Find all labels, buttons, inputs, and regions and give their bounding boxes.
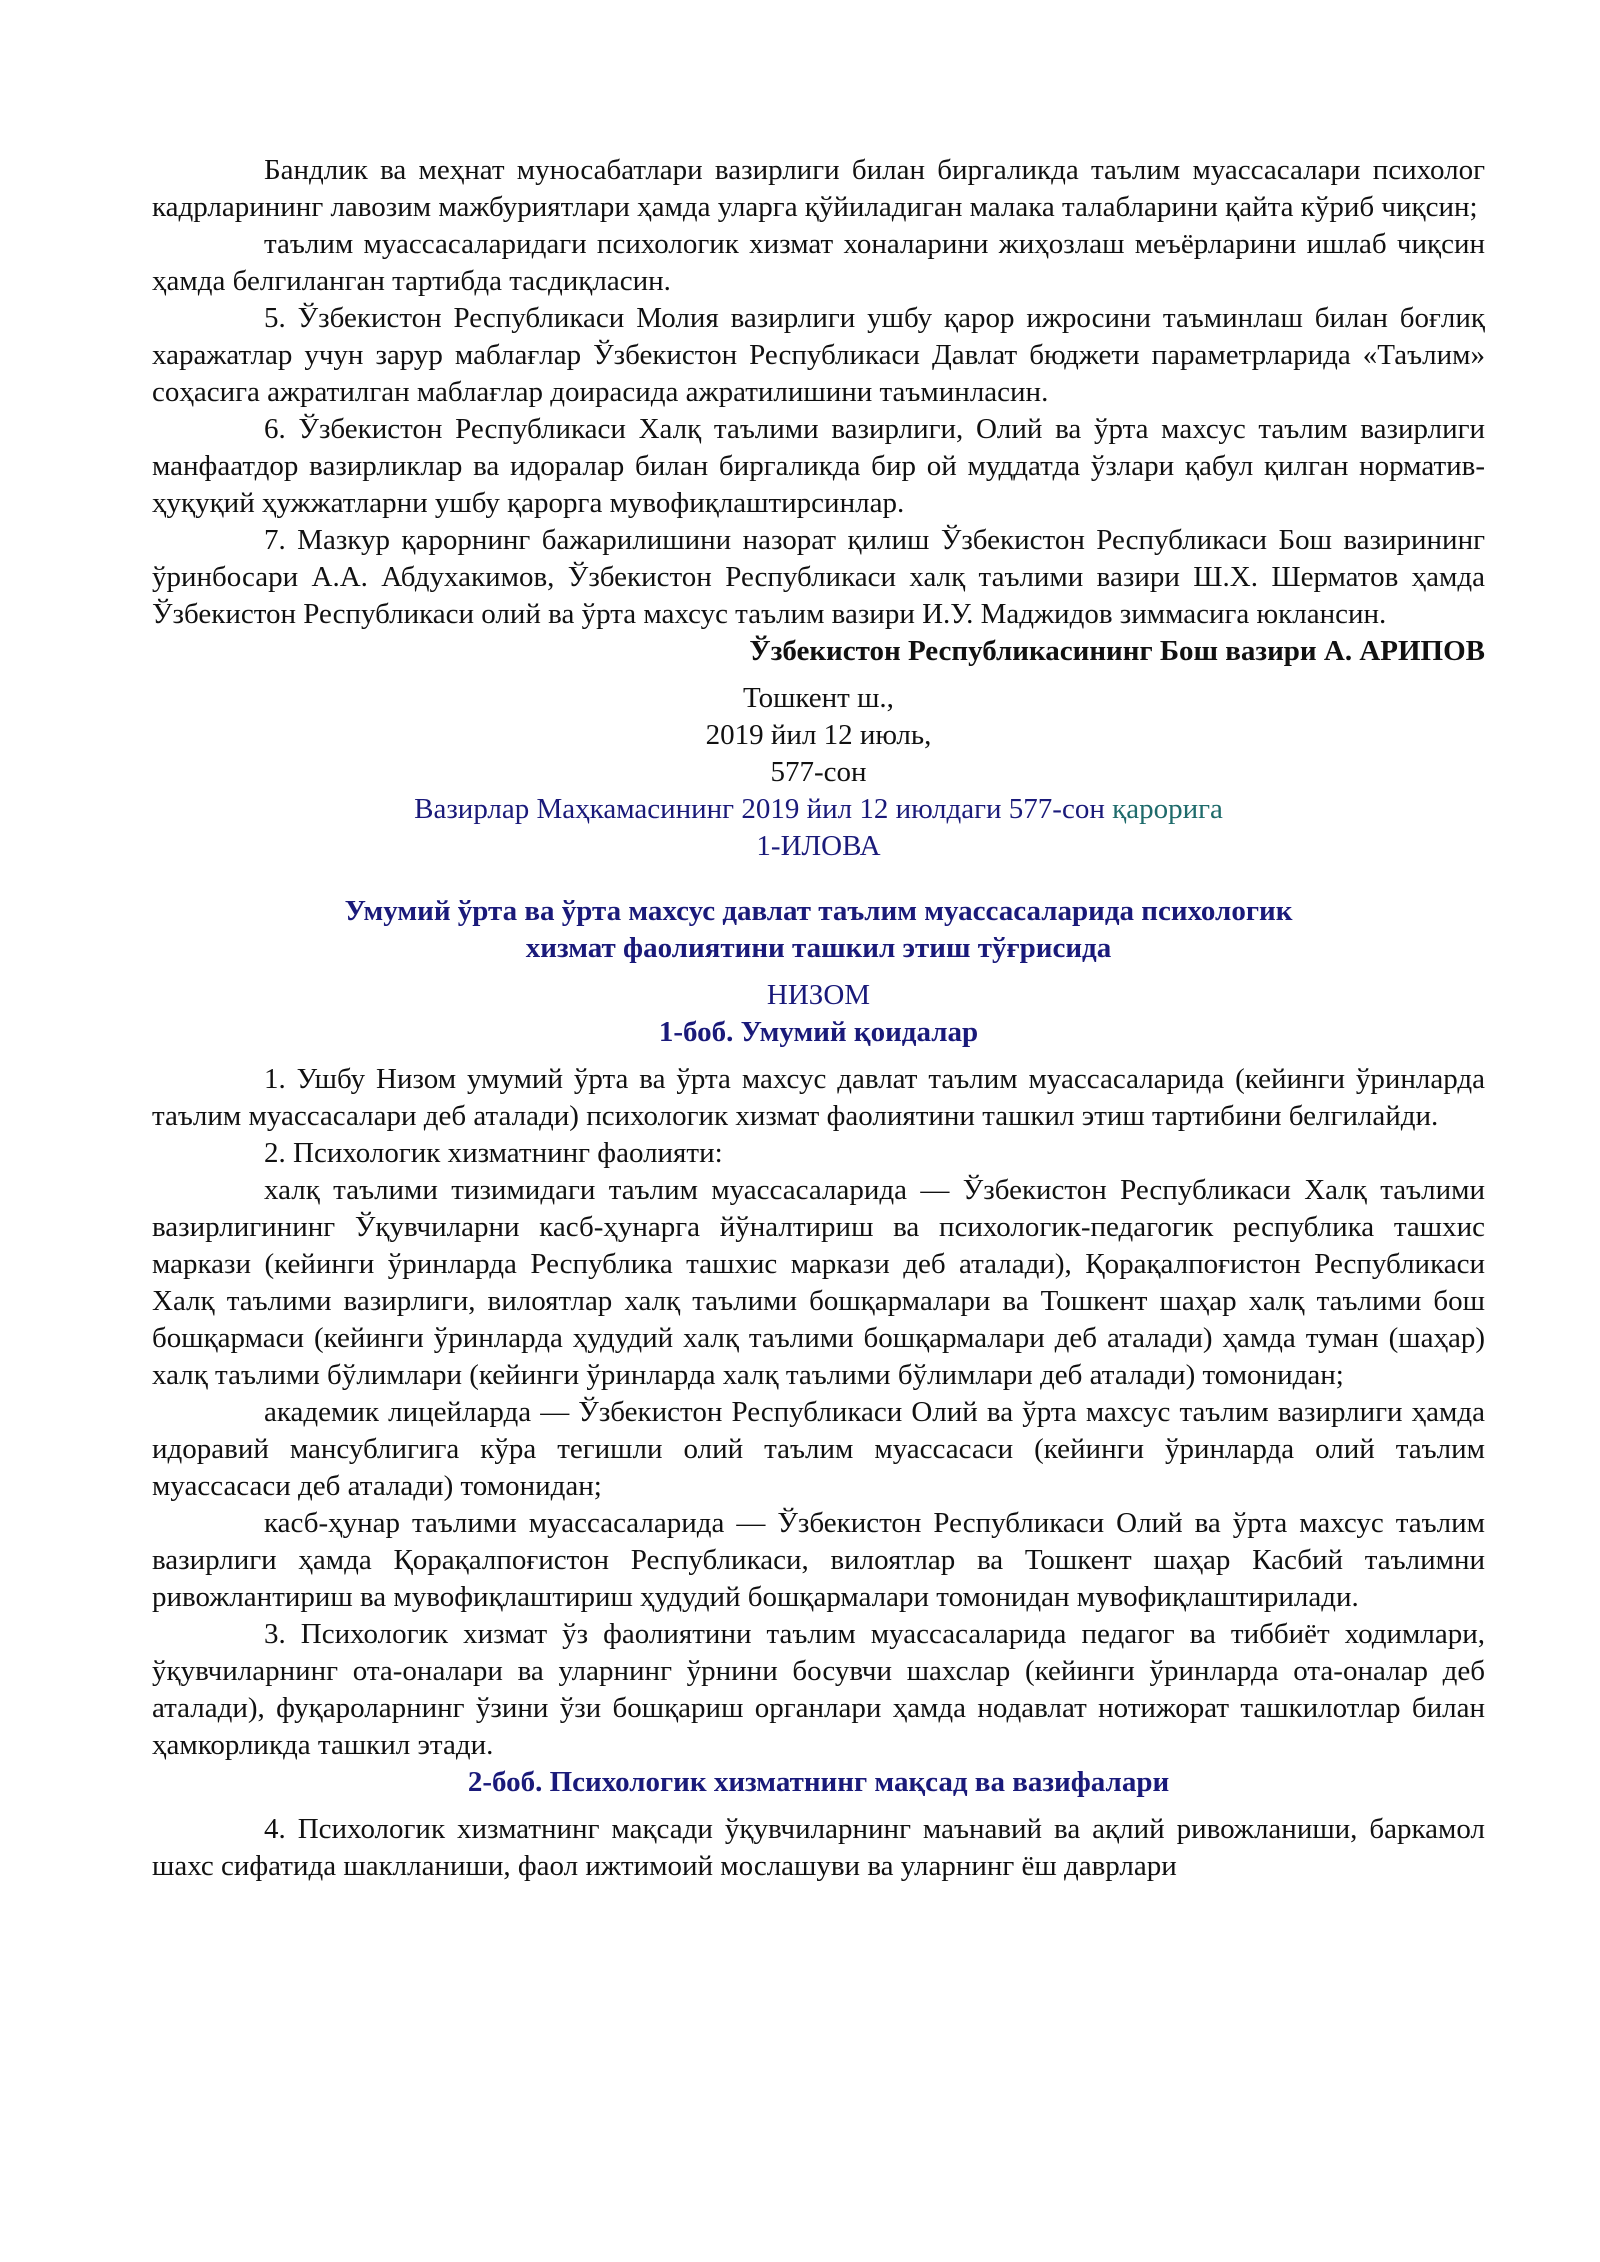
- chapter-1-title: 1-боб. Умумий қоидалар: [658, 1016, 979, 1048]
- chapter-1-paragraph: академик лицейларда — Ўзбекистон Республикаси Олий ва ўрта махсус таълим вазирлиги ҳамда идоравий мансублигига кўра тегишли олий таълим муассасаси (кейинги ўринларда олий таълим муассасаси деб аталади) томонидан;: [152, 1396, 1485, 1502]
- date-text: 2019 йил 12 июль,: [705, 719, 932, 751]
- place-text: Тошкент ш.,: [743, 682, 894, 714]
- chapter-1-paragraph: 2. Психологик хизматнинг фаолияти:: [264, 1137, 723, 1169]
- signature-line: Ўзбекистон Республикасининг Бош вазири А. АРИПОВ: [749, 635, 1485, 667]
- annex-reference-text: Вазирлар Маҳкамасининг 2019 йил 12 июлдаги 577-сон: [414, 793, 1113, 825]
- chapter-1-paragraph: 3. Психологик хизмат ўз фаолиятини таълим муассасаларида педагог ва тиббиёт ходимлари, ўқувчиларнинг ота-оналари ва уларнинг ўрнини босувчи шахслар (кейинги ўринларда ота-оналар деб аталади), фуқароларнинг ўзини ўзи бошқариш органлари ҳамда нодавлат нотижорат ташкилотлар билан ҳамкорликда ташкил этади.: [152, 1618, 1485, 1761]
- paragraph-continuation: Бандлик ва меҳнат муносабатлари вазирлиги билан биргаликда таълим муассасалари психолог кадрларининг лавозим мажбуриятлари ҳамда уларга қўйиладиган малака талабларини қайта кўриб чиқсин;: [152, 154, 1485, 223]
- chapter-1-paragraph: касб-ҳунар таълими муассасаларида — Ўзбекистон Республикаси Олий ва ўрта махсус таълим вазирлиги ҳамда Қорақалпоғистон Республикаси, вилоятлар ва Тошкент шаҳар Касбий таълимни ривожлантириш ва мувофиқлаштириш ҳудудий бошқармалари томонидан мувофиқлаштирилади.: [152, 1507, 1485, 1613]
- annex-reference: [152, 791, 1485, 828]
- document-title: Умумий ўрта ва ўрта махсус давлат таълим муассасаларида психологик хизмат фаолиятини ташкил этиш тўғрисида: [344, 895, 1293, 964]
- chapter-1-paragraph: 1. Ушбу Низом умумий ўрта ва ўрта махсус давлат таълим муассасаларида (кейинги ўринларда таълим муассасалари деб аталади) психологик хизмат фаолиятини ташкил этиш тартибини белгилайди.: [152, 1063, 1485, 1132]
- chapter-1-paragraph: халқ таълими тизимидаги таълим муассасаларида — Ўзбекистон Республикаси Халқ таълими вазирлигининг Ўқувчиларни касб-ҳунарга йўналтириш ва психологик-педагогик республика ташхис маркази (кейинги ўринларда Республика ташхис маркази деб аталади), Қорақалпоғистон Республикаси Халқ таълими вазирлиги, вилоятлар халқ таълими бошқармалари ва Тошкент шаҳар халқ таълими бош бошқармаси (кейинги ўринларда ҳудудий халқ таълими бошқармалари деб аталади) ҳамда туман (шаҳар) халқ таълими бўлимлари (кейинги ўринларда халқ таълими бўлимлари деб аталади) томонидан;: [152, 1174, 1485, 1391]
- paragraph-item-6: 6. Ўзбекистон Республикаси Халқ таълими вазирлиги, Олий ва ўрта махсус таълим вазирлиги манфаатдор вазирликлар ва идоралар билан биргаликда бир ой муддатда ўзлари қабул қилган норматив-ҳуқуқий ҳужжатларни ушбу қарорга мувофиқлаштирсинлар.: [152, 413, 1485, 519]
- paragraph: таълим муассасаларидаги психологик хизмат хоналарини жиҳозлаш меъёрларини ишлаб чиқсин ҳамда белгиланган тартибда тасдиқласин.: [152, 228, 1485, 297]
- document-page: [152, 152, 1485, 1885]
- chapter-2-title: 2-боб. Психологик хизматнинг мақсад ва вазифалари: [467, 1766, 1170, 1798]
- paragraph-item-5: 5. Ўзбекистон Республикаси Молия вазирлиги ушбу қарор ижросини таъминлаш билан боғлиқ харажатлар учун зарур маблағлар Ўзбекистон Республикаси Давлат бюджети параметрларида «Таълим» соҳасига ажратилган маблағлар доирасида ажратилишини таъминласин.: [152, 302, 1485, 408]
- paragraph-item-7: 7. Мазкур қарорнинг бажарилишини назорат қилиш Ўзбекистон Республикаси Бош вазирининг ўринбосари А.А. Абдухакимов, Ўзбекистон Республикаси халқ таълими вазири Ш.Х. Шерматов ҳамда Ўзбекистон Республикаси олий ва ўрта махсус таълим вазири И.У. Маджидов зиммасига юклансин.: [152, 524, 1485, 630]
- annex-reference-link[interactable]: қарорига: [1112, 793, 1223, 825]
- number-text: 577-сон: [770, 756, 867, 788]
- annex-label: 1-ИЛОВА: [756, 830, 881, 862]
- document-type: НИЗОМ: [766, 979, 871, 1011]
- chapter-2-paragraph: 4. Психологик хизматнинг мақсади ўқувчиларнинг маънавий ва ақлий ривожланиши, баркамол шахс сифатида шаклланиши, фаол ижтимоий мослашуви ва уларнинг ёш даврлари: [152, 1813, 1485, 1882]
